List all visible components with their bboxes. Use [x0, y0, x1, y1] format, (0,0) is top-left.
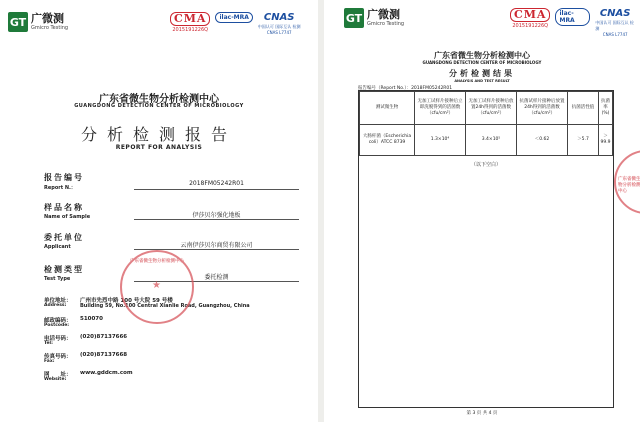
ilac-mra-mark: ilac-MRA: [555, 8, 590, 26]
gmicro-logo: [8, 12, 68, 32]
table-cell: ＜0.62: [517, 125, 568, 156]
field-applicant: [44, 232, 294, 250]
contact-label-cn: 电话号码：: [44, 336, 72, 342]
cma-mark: CMA: [170, 12, 210, 26]
table-header: 无加工试样片接种后立即洗脱得到的活菌数（cfu/cm²）: [415, 92, 466, 125]
table-cell: 大肠杆菌（Escherichia coli）ATCC 8739: [360, 125, 415, 156]
gmicro-logo: [344, 8, 404, 28]
cnas-mark: CNAS: [599, 8, 631, 19]
field-label-en: Name of Sample: [44, 214, 91, 220]
cnas-mark: CNAS: [263, 12, 295, 23]
table-header: 测试微生物: [360, 92, 415, 125]
field-value: 伊莎贝尔强化地板: [192, 212, 241, 219]
field-value: 2018FM05242R01: [189, 180, 244, 187]
contact-value: (020)87137666: [80, 334, 128, 340]
logo-en-text: Gmicro Testing: [31, 25, 69, 31]
table-row: [360, 125, 613, 156]
field-label-en: Test Type: [44, 276, 71, 282]
report-number: 报告编号（Report No.）：2018FM05242R01: [358, 86, 453, 91]
field-value: 委托检测: [204, 274, 229, 281]
contact-website: [44, 370, 304, 386]
contact-label-cn: 网 址：: [44, 372, 72, 378]
ilac-mra-mark: ilac-MRA: [215, 12, 252, 23]
table-cell: ＞99.9: [599, 125, 613, 156]
field-label-cn: 委托单位: [44, 233, 84, 242]
result-title-cn: 分析检测结果: [449, 69, 515, 78]
contact-label-en: Address:: [44, 303, 67, 308]
contact-value: (020)87137668: [80, 352, 128, 358]
table-header: 无加工试样片接种后放置24h得到的活菌数（cfu/cm²）: [466, 92, 517, 125]
field-report-no: [44, 172, 294, 191]
logo-en-text: Gmicro Testing: [367, 21, 405, 27]
contact-label-en: Postcode:: [44, 323, 70, 328]
report-title-cn: 分析检测报告: [80, 125, 237, 144]
contact-value: 510070: [80, 316, 103, 322]
seal-text: 广东省微生物分析检测中心: [130, 259, 184, 264]
logo-cn-text: 广微测: [367, 8, 400, 21]
table-header: 抗菌率(%): [599, 92, 613, 125]
field-label-cn: 检测类型: [44, 265, 84, 274]
contact-tel: [44, 334, 304, 350]
report-title-en: REPORT FOR ANALYSIS: [115, 144, 203, 151]
cma-mark: CMA: [510, 8, 550, 22]
seal-star-icon: ★: [152, 280, 161, 291]
table-cell: ＞5.7: [568, 125, 599, 156]
table-header-row: [360, 92, 613, 125]
field-value: 云南伊莎贝尔商贸有限公司: [180, 242, 253, 249]
contact-label-cn: 邮政编码：: [44, 318, 72, 324]
official-seal: [120, 250, 194, 324]
table-header: 抗菌活性值: [568, 92, 599, 125]
certification-marks: [510, 8, 640, 37]
field-label-cn: 报告编号: [44, 173, 84, 182]
table-cell: 3.4×10⁵: [466, 125, 517, 156]
contact-label-en: Website:: [44, 377, 67, 382]
gmicro-logo-mark: GT: [8, 12, 28, 32]
org-name-cn: 广东省微生物分析检测中心: [99, 94, 219, 105]
gmicro-logo-mark: GT: [344, 8, 364, 28]
report-result-page: [324, 0, 640, 422]
contact-value-en: Building 59, No.100 Central Xianlie Road, Guangzhou, China: [80, 303, 250, 309]
field-label-en: Report N.：: [44, 185, 76, 191]
org-name-en: GUANGDONG DETECTION CENTER OF MICROBIOLOGY: [74, 103, 244, 109]
cma-number: 2015191226Q: [172, 27, 209, 33]
field-sample-name: [44, 202, 294, 220]
contact-label-en: Fax:: [44, 359, 55, 364]
contact-label-cn: 传真号码：: [44, 354, 72, 360]
page-number: 第 3 页 共 4 页: [466, 411, 498, 416]
contact-label-en: Tel:: [44, 341, 53, 346]
cnas-number: CNAS L7747: [266, 30, 292, 35]
cnas-number: CNAS L7747: [602, 32, 628, 37]
field-label-en: Applicant: [44, 244, 71, 250]
cnas-subtitle: 中国认可 国际互认 检测: [595, 20, 634, 31]
contact-value: www.gddcm.com: [80, 370, 133, 376]
contact-label-cn: 单位地址：: [44, 298, 72, 304]
contact-fax: [44, 352, 304, 368]
logo-cn-text: 广微测: [31, 12, 64, 25]
table-header: 抗菌试样片接种后放置24h得到的活菌数（cfu/cm²）: [517, 92, 568, 125]
result-frame: [358, 90, 614, 408]
report-cover-page: [0, 0, 318, 422]
certification-marks: [170, 12, 305, 35]
org-name-en: GUANGDONG DETECTION CENTER OF MICROBIOLOGY: [422, 60, 542, 65]
org-name-cn: 广东省微生物分析检测中心: [434, 51, 530, 60]
cnas-subtitle: 中国认可 国际互认 检测: [257, 24, 301, 29]
result-title-en: ANALYSIS AND TEST RESULT: [454, 79, 510, 83]
result-table: [359, 91, 613, 156]
official-seal: [614, 150, 640, 214]
blank-below-note: （以下空白）: [470, 162, 501, 168]
contact-value: 广州市先烈中路 100 号大院 59 号楼: [80, 298, 173, 304]
field-label-cn: 样品名称: [44, 203, 84, 212]
table-cell: 1.3×10⁴: [415, 125, 466, 156]
seal-text: 广东省微生物分析检测中心: [618, 177, 640, 194]
cma-number: 2015191226Q: [512, 23, 549, 29]
